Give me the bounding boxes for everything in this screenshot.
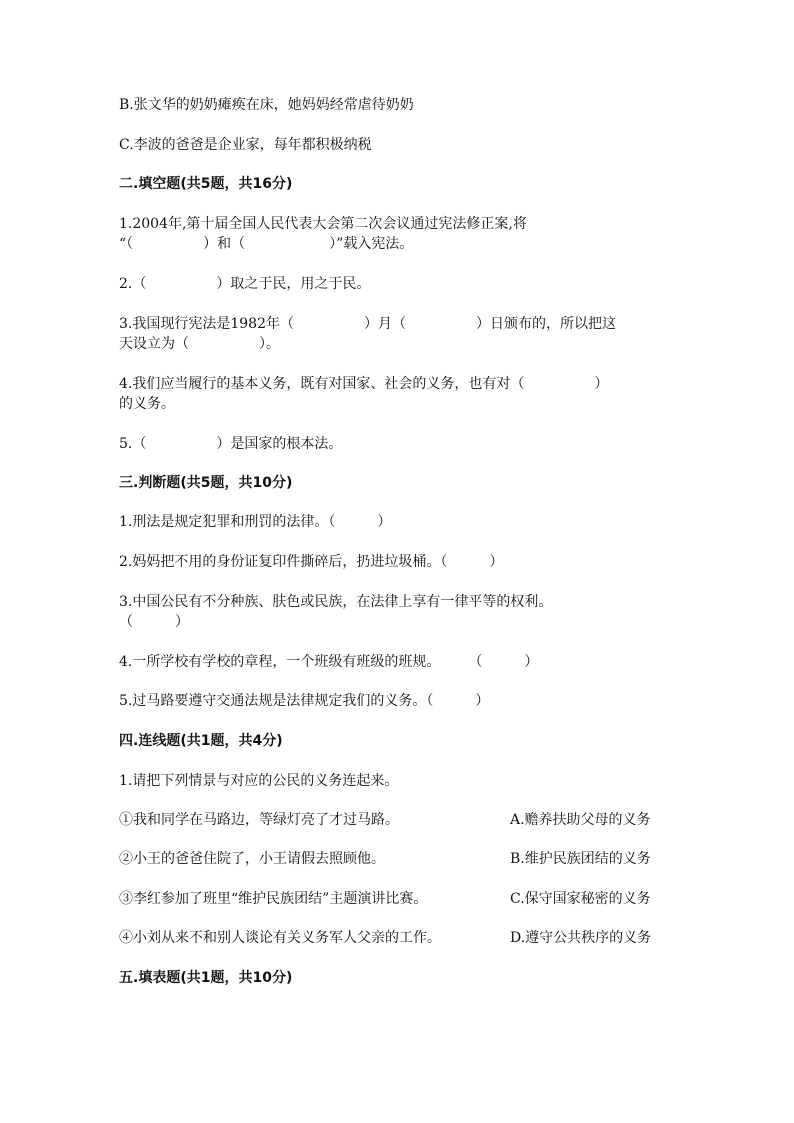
- match-scenario: ③李红参加了班里“维护民族团结”主题演讲比赛。: [119, 891, 428, 907]
- match-duty: C.保守国家秘密的义务: [510, 891, 651, 907]
- section-heading-table: 五.填表题(共1题，共10分): [119, 970, 293, 986]
- tf-q3-line1: 3.中国公民有不分种族、肤色或民族，在法律上享有一律平等的权利。: [119, 594, 553, 610]
- fill-q1-line2: “（ ）和（ ）”载入宪法。: [119, 236, 414, 252]
- match-row: [0, 849, 794, 869]
- option-c: C.李波的爸爸是企业家，每年都积极纳税: [119, 137, 372, 153]
- match-duty: A.赡养扶助父母的义务: [510, 812, 651, 828]
- section-heading-matching: 四.连线题(共1题，共4分): [119, 733, 283, 749]
- option-b: B.张文华的奶奶瘫痪在床，她妈妈经常虐待奶奶: [119, 97, 414, 113]
- fill-q1-line1: 1.2004年,第十届全国人民代表大会第二次会议通过宪法修正案,将: [119, 216, 527, 232]
- tf-q3-line2: （ ）: [119, 614, 189, 630]
- fill-q4-line2: 的义务。: [119, 396, 175, 412]
- fill-q3-line2: 天设立为（ ）。: [119, 336, 280, 352]
- fill-q3-line1: 3.我国现行宪法是1982年（ ）月（ ）日颁布的，所以把这: [119, 316, 616, 332]
- match-scenario: ④小刘从来不和别人谈论有关义务军人父亲的工作。: [119, 930, 441, 946]
- match-q1: 1.请把下列情景与对应的公民的义务连起来。: [119, 773, 399, 789]
- match-duty: D.遵守公共秩序的义务: [510, 930, 652, 946]
- fill-q4-line1: 4.我们应当履行的基本义务，既有对国家、社会的义务，也有对（ ）: [119, 376, 609, 392]
- match-scenario: ①我和同学在马路边，等绿灯亮了才过马路。: [119, 812, 399, 828]
- fill-q2: 2.（ ）取之于民，用之于民。: [119, 276, 371, 292]
- match-row: [0, 928, 794, 948]
- match-duty: B.维护民族团结的义务: [510, 851, 651, 867]
- tf-q5: 5.过马路要遵守交通法规是法律规定我们的义务。（ ）: [119, 693, 490, 709]
- section-heading-fill-blank: 二.填空题(共5题，共16分): [119, 176, 293, 192]
- fill-q5: 5.（ ）是国家的根本法。: [119, 436, 343, 452]
- match-row: [0, 810, 794, 830]
- tf-q2: 2.妈妈把不用的身份证复印件撕碎后，扔进垃圾桶。（ ）: [119, 554, 504, 570]
- section-heading-true-false: 三.判断题(共5题，共10分): [119, 475, 293, 491]
- match-scenario: ②小王的爸爸住院了，小王请假去照顾他。: [119, 851, 385, 867]
- tf-q4: 4.一所学校有学校的章程，一个班级有班级的班规。 （ ）: [119, 654, 539, 670]
- match-row: [0, 889, 794, 909]
- tf-q1: 1.刑法是规定犯罪和刑罚的法律。（ ）: [119, 514, 392, 530]
